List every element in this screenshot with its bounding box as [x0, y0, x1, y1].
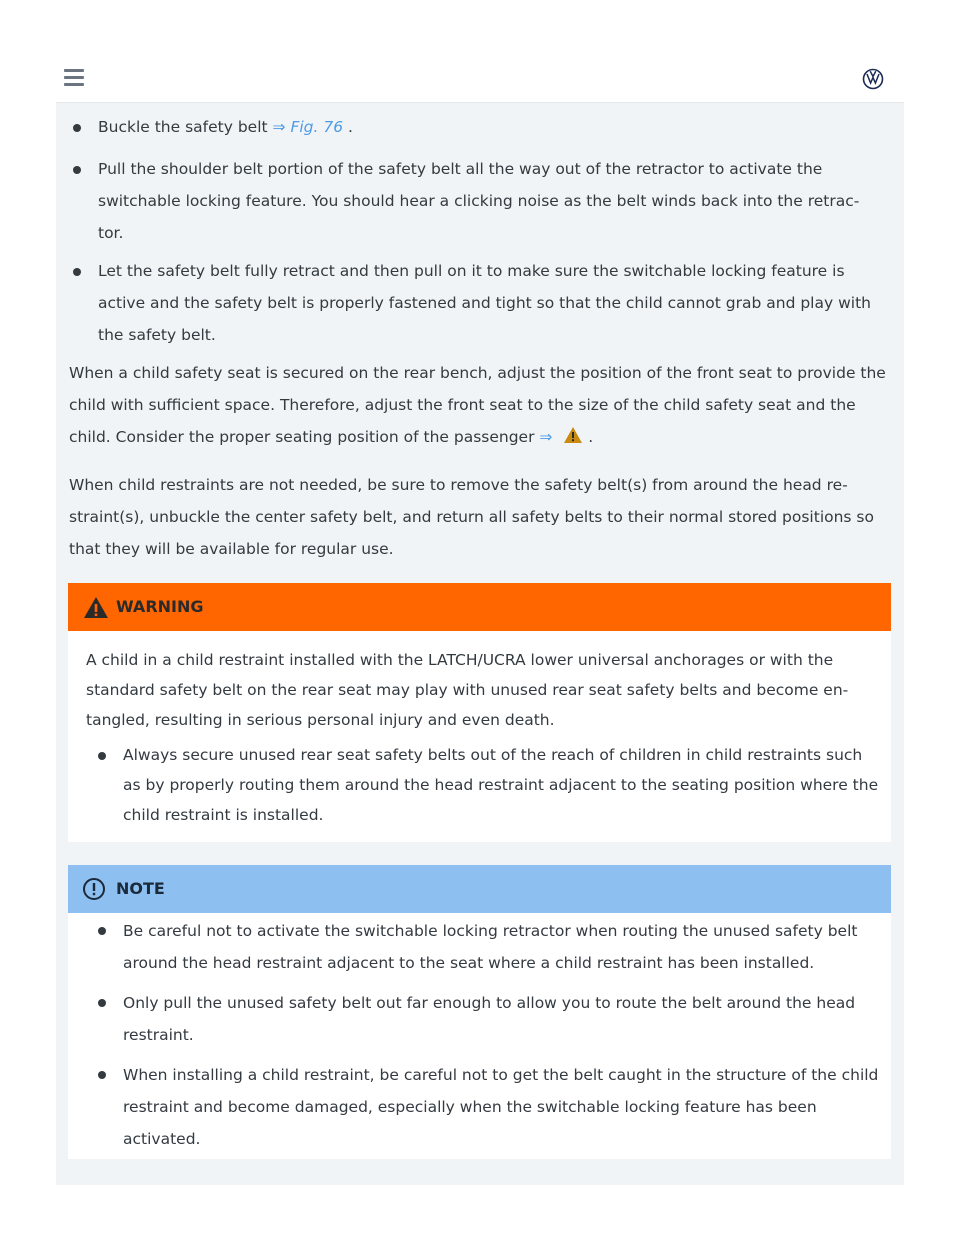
- warning-header: [68, 583, 891, 631]
- note-title: NOTE: [116, 879, 165, 898]
- figure-link[interactable]: ⇒ Fig. 76: [272, 118, 344, 136]
- warning-triangle-icon[interactable]: [563, 426, 583, 444]
- warning-box: [68, 583, 891, 842]
- note-list-item: When installing a child restraint, be careful not to get the belt caught in the structure of the child restraint and become damaged, especially when the switchable locking feature has been activated.: [98, 1059, 883, 1155]
- note-header: [68, 865, 891, 913]
- note-list-item: Only pull the unused safety belt out far enough to allow you to route the belt around the head restraint.: [98, 987, 883, 1051]
- note-list-item: Be careful not to activate the switchable locking retractor when routing the unused safety belt around the head restraint adjacent to the seat where a child restraint has been installed.: [98, 915, 883, 979]
- warning-triangle-icon: [83, 596, 109, 619]
- list-item: Buckle the safety belt ⇒ Fig. 76 .: [73, 111, 883, 143]
- paragraph-stored-positions: When child restraints are not needed, be sure to remove the safety belt(s) from around the head re-straint(s), unbuckle the center safety belt, and return all safety belts to their normal stored positions so that they will be available for regular use.: [69, 476, 874, 558]
- vw-logo-icon[interactable]: [862, 68, 884, 90]
- content-area: [56, 103, 904, 1185]
- paragraph-front-seat: When a child safety seat is secured on the rear bench, adjust the position of the front seat to provide the child with sufficient space. Therefore, adjust the front seat to the size of the child safety seat and the child. Consider the proper seating position of the passenger ⇒ .: [69, 364, 886, 446]
- list-item: Pull the shoulder belt portion of the safety belt all the way out of the retractor to activate the switchable locking feature. You should hear a clicking noise as the belt winds back into the retrac-tor.: [73, 153, 883, 249]
- note-box: [68, 865, 891, 1159]
- top-bar: [56, 56, 904, 103]
- menu-icon[interactable]: [64, 69, 84, 87]
- warning-title: WARNING: [116, 597, 204, 616]
- info-circle-icon: [82, 877, 106, 901]
- list-item: Let the safety belt fully retract and then pull on it to make sure the switchable locking feature is active and the safety belt is properly fastened and tight so that the child cannot grab and play with the safety belt.: [73, 255, 883, 351]
- warning-text: A child in a child restraint installed with the LATCH/UCRA lower universal anchorages or with the standard safety belt on the rear seat may play with unused rear seat safety belts and become en-tangled, resulting in serious personal injury and even death.: [86, 651, 849, 729]
- warning-link[interactable]: ⇒: [539, 428, 553, 446]
- warning-list-item: Always secure unused rear seat safety belts out of the reach of children in child restraints such as by properly routing them around the head restraint adjacent to the seating position where the child restraint is installed.: [98, 740, 883, 830]
